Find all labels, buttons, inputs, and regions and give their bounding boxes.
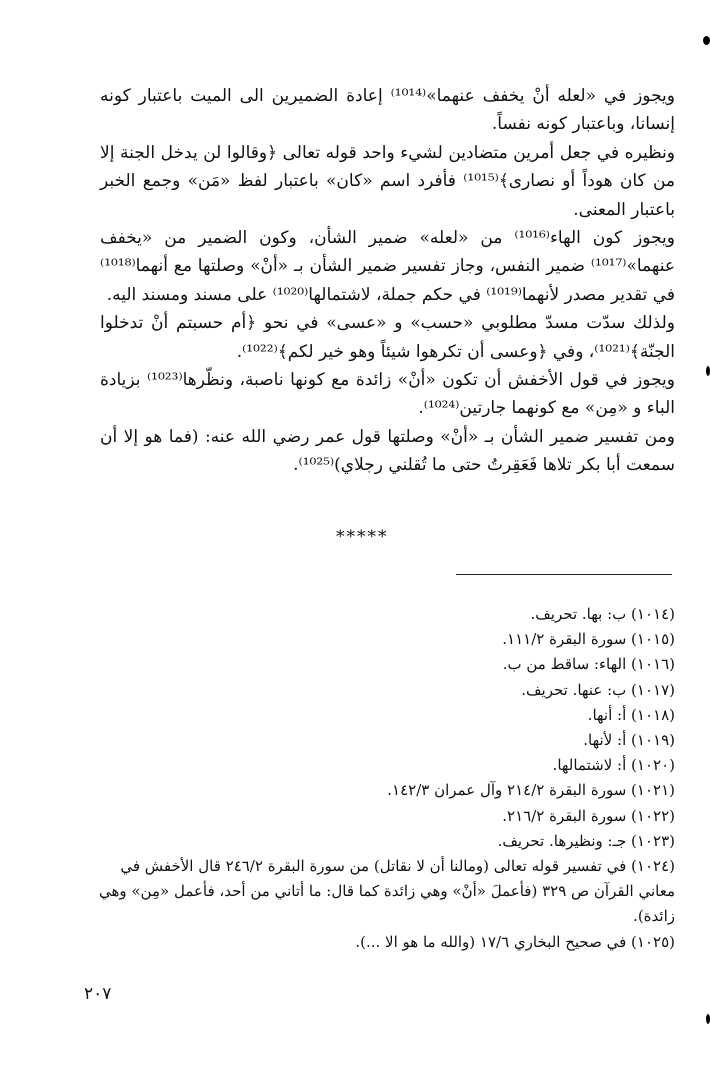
footnote-text: ب: بها. تحريف. (530, 605, 627, 623)
footnote-1015 (80, 627, 675, 652)
footnote-number: (١٠١٩) (631, 731, 675, 750)
footnote-text: ب: عنها. تحريف. (521, 680, 627, 699)
footnote-number: (١٠١٨) (631, 705, 675, 724)
footnote-1019 (80, 728, 675, 753)
footnote-number: (١٠٢١) (631, 781, 675, 800)
footnote-text: سورة البقرة ٢١٦/٢. (502, 806, 627, 825)
footnote-rule (456, 574, 672, 575)
footnote-text: أ: لأنها. (583, 731, 627, 750)
footnote-number: (١٠٢٥) (631, 932, 675, 951)
footnote-number: (١٠١٦) (631, 655, 675, 674)
scan-edge-mark (703, 36, 710, 45)
footnote-number: (١٠٢٠) (631, 756, 675, 775)
footnote-1014 (80, 602, 675, 627)
paragraph-6: ومن تفسير ضمير الشأن بـ «أنْ» وصلتها قول عمر رضي الله عنه: (فما هو إلا أن سمعت أبا بكر تلاها فَعَقِرتُ حتى ما تُقلني رجلاي)⁽¹⁰²⁵⁾. (100, 426, 675, 476)
footnote-text: سورة البقرة ١١١/٢. (502, 630, 627, 649)
paragraph-4: ولذلك سدّت مسدّ مطلوبي «حسب» و «عسى» في نحو ﴿أم حسبتم أنْ تدخلوا الجنّة﴾⁽¹⁰²¹⁾، وفي ﴿وعسى أن تكرهوا شيئاً وهو خير لكم﴾⁽¹⁰²²⁾. (100, 313, 675, 362)
section-divider: ***** (336, 527, 389, 547)
footnote-1021 (80, 778, 675, 803)
footnote-1018 (80, 703, 675, 728)
footnote-text: أ: لاشتمالها. (552, 756, 627, 775)
footnote-1023 (80, 829, 675, 854)
paragraph-2: ونظيره في جعل أمرين متضادين لشيء واحد قوله تعالى ﴿وقالوا لن يدخل الجنة إلا من كان هوداً أو نصارى﴾⁽¹⁰¹⁵⁾ فأفرد اسم «كان» باعتبار لفظ «مَن» وجمع الخبر باعتبار المعنى. (100, 142, 676, 220)
footnote-number: (١٠١٧) (631, 680, 675, 699)
footnote-1022 (80, 804, 675, 829)
scan-edge-mark (706, 1014, 710, 1024)
main-text (100, 82, 675, 480)
footnote-1017 (80, 678, 675, 703)
footnote-text: في تفسير قوله تعالى (ومالنا أن لا نقاتل) من سورة البقرة ٢٤٦/٢ قال الأخفش في معاني القرآن ص ٣٢٩ (فأعملَ «أنْ» وهي زائدة كما قال: ما أتاني من أحد، فأعمل «مِن» وهي زائدة). (98, 857, 675, 926)
footnote-1024 (80, 854, 675, 930)
footnote-text: الهاء: ساقط من ب. (502, 655, 627, 674)
page-number: ٢٠٧ (84, 984, 112, 1004)
footnote-text: أ: أنها. (587, 705, 627, 724)
paragraph-3: ويجوز كون الهاء⁽¹⁰¹⁶⁾ من «لعله» ضمير الشأن، وكون الضمير من «يخفف عنهما»⁽¹⁰¹⁷⁾ ضمير النفس، وجاز تفسير ضمير الشأن بـ «أنْ» وصلتها مع أنهما⁽¹⁰¹⁸⁾ في تقدير مصدر لأنهما⁽¹⁰¹⁹⁾ في حكم جملة، لاشتمالها⁽¹⁰²⁰⁾ على مسند ومسند اليه. (100, 228, 675, 305)
footnote-number: (١٠٢٤) (631, 857, 675, 876)
footnote-number: (١٠١٥) (631, 630, 675, 649)
footnote-text: في صحيح البخاري ١٧/٦ (والله ما هو الا ...). (355, 932, 627, 951)
footnote-number: (١٠٢٢) (631, 806, 675, 825)
footnote-number: (١٠٢٣) (631, 831, 675, 850)
footnotes (80, 602, 675, 955)
footnote-text: جـ: ونظيرها. تحريف. (497, 831, 627, 850)
footnote-number: (١٠١٤) (631, 605, 675, 623)
paragraph-1: ويجوز في «لعله أنْ يخفف عنهما»⁽¹⁰¹⁴⁾ إعادة الضميرين الى الميت باعتبار كونه إنسانا، وباعتبار كونه نفساً. (100, 86, 675, 135)
paragraph-5: ويجوز في قول الأخفش أن تكون «أنْ» زائدة مع كونها ناصبة، ونظّرها⁽¹⁰²³⁾ بزيادة الباء و «مِن» مع كونهما جارتين⁽¹⁰²⁴⁾. (100, 370, 675, 419)
footnote-1020 (80, 753, 675, 778)
scan-edge-mark (706, 366, 710, 376)
footnote-1016 (80, 652, 675, 677)
footnote-text: سورة البقرة ٢١٤/٢ وآل عمران ١٤٢/٣. (387, 781, 627, 800)
footnote-1025 (80, 930, 675, 955)
